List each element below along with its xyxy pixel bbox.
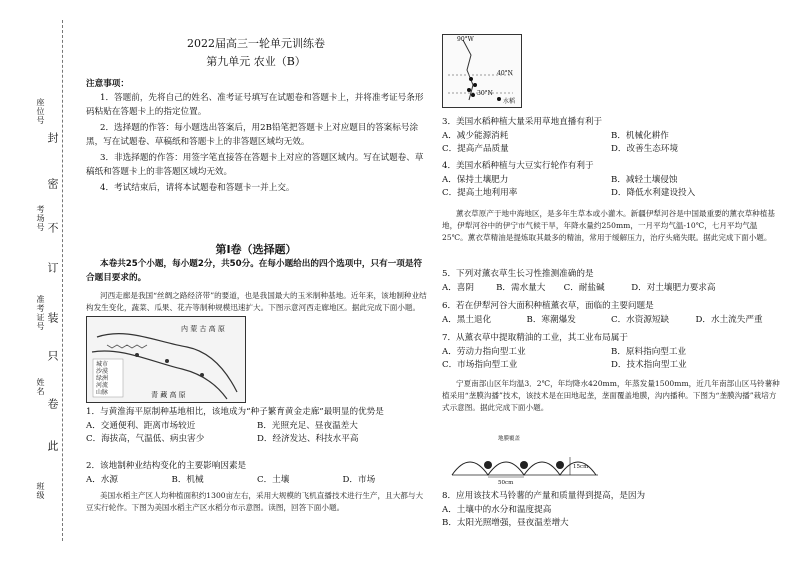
seal-char: 只	[46, 350, 59, 361]
question-stem: 2．该地制种业结构变化的主要影响因素是	[86, 461, 247, 471]
binding-label-name: 姓名	[36, 378, 45, 396]
options-row	[442, 174, 780, 188]
option[interactable]: D．对土壤肥力要求高	[631, 282, 716, 293]
legend-item: 绿洲	[96, 375, 109, 382]
question-stem: 5．下列对薰衣草生长习性推测准确的是	[442, 269, 594, 279]
map-label-lat40: 40°N	[497, 70, 513, 77]
map-label-tibet: 青 藏 高 原	[151, 391, 186, 399]
binding-label-seat: 座位号	[36, 98, 45, 125]
option[interactable]: D．水土流失严重	[695, 314, 763, 325]
fig3-label-film: 地膜覆盖	[498, 436, 521, 442]
fig3-label-width: 50cm	[498, 480, 514, 486]
right-column	[442, 0, 782, 561]
material-paragraph: 美国水稻主产区人均种植面积约1300亩左右，采用大规模的飞机直播技术进行生产，且大都与大豆实行轮作。下图为美国水稻主产区水稻分布示意图。读图，回答下面小题。	[86, 491, 424, 512]
options-row	[442, 143, 780, 157]
option[interactable]: C．水资源短缺	[611, 314, 670, 325]
option[interactable]: B．机械	[171, 474, 204, 485]
question-3	[442, 116, 780, 157]
options-row	[442, 359, 780, 373]
options-row	[442, 282, 780, 296]
legend-item: 城市	[96, 361, 109, 368]
option[interactable]: C．提高土地利用率	[442, 188, 518, 199]
question-stem: 6．若在伊犁河谷大面积种植薰衣草，面临的主要问题是	[442, 301, 654, 311]
question-stem: 1．与黄淮海平原制种基地相比，该地成为“种子繁育黄金走廊”最明显的优势是	[86, 407, 384, 417]
seal-char: 此	[46, 440, 59, 451]
option[interactable]: C．海拔高，气温低、病虫害少	[86, 434, 205, 445]
legend-item: 河流	[96, 382, 109, 389]
options-row	[442, 187, 780, 201]
question-7	[442, 332, 780, 373]
option[interactable]: C．市场指向型工业	[442, 360, 518, 371]
seal-char: 订	[46, 262, 59, 273]
options-row	[86, 433, 428, 447]
options-row	[442, 314, 780, 328]
map-label-lon: 90°W	[457, 36, 474, 43]
option[interactable]: A．土壤中的水分和温度提高	[442, 504, 552, 515]
left-column	[80, 0, 432, 561]
option[interactable]: B．太阳光照增强，昼夜温差增大	[442, 518, 569, 529]
option[interactable]: D．技术指向型工业	[611, 360, 687, 371]
map-label-inner-mongolia: 内 蒙 古 高 原	[181, 325, 225, 333]
option[interactable]: B．减轻土壤侵蚀	[611, 174, 678, 185]
options-row	[86, 420, 428, 434]
section-title: 第Ⅰ卷（选择题）	[215, 243, 297, 256]
exam-subtitle: 第九单元 农业（B）	[206, 55, 306, 68]
fig3-label-height: 15cm	[573, 464, 589, 470]
option[interactable]: B．需水量大	[496, 282, 546, 293]
hexi-corridor-map	[86, 316, 246, 403]
exam-title: 2022届高三一轮单元训练卷	[187, 37, 325, 50]
legend-item: 山脉	[96, 389, 109, 396]
options-row	[442, 130, 780, 144]
option[interactable]: C．提高产品质量	[442, 144, 509, 155]
notice-item: 4．考试结束后，请将本试题卷和答题卡一并上交。	[100, 183, 295, 193]
question-6	[442, 300, 780, 327]
notice-item: 2．选择题的作答：每小题选出答案后，用2B铅笔把答题卡上对应题目的答案标号涂黑，写在试题卷、草稿纸和答题卡上的非答题区域均无效。	[86, 123, 419, 147]
question-8	[442, 490, 780, 531]
seal-char: 卷	[46, 398, 59, 409]
option[interactable]: A．喜阴	[442, 282, 474, 293]
map-legend-rice: 水稻	[503, 98, 516, 105]
seal-char: 密	[46, 178, 59, 189]
map-label-lat30: 30°N	[477, 90, 493, 97]
material-paragraph: 薰衣草原产于地中海地区，是多年生草本或小灌木。新疆伊犁河谷是中国最重要的薰衣草种植基地，伊犁河谷中的伊宁市气候干旱，年降水量约250mm，一月平均气温-10℃，七月平均气温25℃。薰衣草精油是提炼取其最多的精油，常用于缓解压力，治疗头痛失眠。据此完成下面小题。	[442, 209, 775, 242]
options-row	[442, 346, 780, 360]
option[interactable]: D．降低水利建设投入	[611, 188, 696, 199]
option[interactable]: D．经济发达、科技水平高	[257, 434, 359, 445]
material-paragraph: 河西走廊是我国“丝绸之路经济带”的要道，也是我国最大的玉米制种基地。近年来，该地制种业结构发生变化，蔬菜、瓜果、花卉等制种规模迅速扩大。下图示意河西走廊地区。据此完成下面小题。	[86, 291, 427, 312]
seal-char: 封	[46, 132, 59, 143]
binding-label-exam-id: 准考证号	[36, 295, 45, 331]
option[interactable]: A．黑土退化	[442, 314, 492, 325]
option[interactable]: A．水源	[86, 474, 118, 485]
question-stem: 3．美国水稻种植大量采用草地直播有利于	[442, 117, 603, 127]
option[interactable]: C．耐盐碱	[563, 282, 605, 293]
cut-line	[62, 20, 63, 541]
option[interactable]: A．保持土壤肥力	[442, 174, 509, 185]
ridge-furrow-diagram	[450, 436, 600, 486]
option[interactable]: D．市场	[342, 474, 376, 485]
options-row	[86, 474, 428, 488]
notice-item: 1．答题前，先将自己的姓名、准考证号填写在试题卷和答题卡上，并将准考证号条形码粘贴在答题卡上的指定位置。	[86, 93, 424, 117]
notice-item: 3．非选择题的作答：用签字笔直接答在答题卡上对应的答题区域内。写在试题卷、草稿纸和答题卡上的非答题区域均无效。	[86, 153, 424, 177]
binding-strip	[0, 0, 70, 561]
binding-label-class: 班级	[36, 482, 45, 500]
notice-title: 注意事项：	[86, 79, 129, 89]
question-stem: 4．美国水稻种植与大豆实行轮作有利于	[442, 161, 594, 171]
option[interactable]: B．机械化耕作	[611, 130, 669, 141]
option[interactable]: A．劳动力指向型工业	[442, 346, 526, 357]
option[interactable]: B．光照充足、昼夜温差大	[257, 420, 358, 431]
option[interactable]: A．减少能源消耗	[442, 130, 509, 141]
question-stem: 8．应用该技术马铃薯的产量和质量得到提高，是因为	[442, 491, 646, 501]
option[interactable]: C．土壤	[257, 474, 290, 485]
section-intro: 本卷共25个小题，每小题2分，共50分。在每小题给出的四个选项中，只有一项是符合题目要求的。	[86, 259, 423, 283]
option[interactable]: A．交通便利、距离市场较近	[86, 420, 196, 431]
seal-char: 装	[46, 312, 59, 323]
option[interactable]: B．寒潮爆发	[526, 314, 576, 325]
question-2	[86, 460, 428, 487]
question-stem: 7．从薰衣草中提取精油的工业，其工业布局属于	[442, 333, 628, 343]
map-legend	[96, 361, 108, 396]
question-4	[442, 160, 780, 201]
question-5	[442, 268, 780, 295]
material-paragraph: 宁夏南部山区年均温3．2℃，年均降水420mm，年蒸发量1500mm，近几年南部山区马铃薯种植采用“垄膜沟播”技术，该技术是在田地起垄，垄面覆盖地膜，沟内播种。下图为“垄膜沟播”栽培方式示意图。据此完成下面小题。	[442, 379, 780, 412]
seal-char: 不	[46, 222, 59, 233]
legend-item: 沙漠	[96, 368, 109, 375]
question-1	[86, 406, 428, 447]
binding-label-room: 考场号	[36, 205, 45, 232]
option[interactable]: B．原料指向型工业	[611, 346, 687, 357]
us-rice-map	[442, 34, 522, 108]
option[interactable]: D．改善生态环境	[611, 144, 679, 155]
